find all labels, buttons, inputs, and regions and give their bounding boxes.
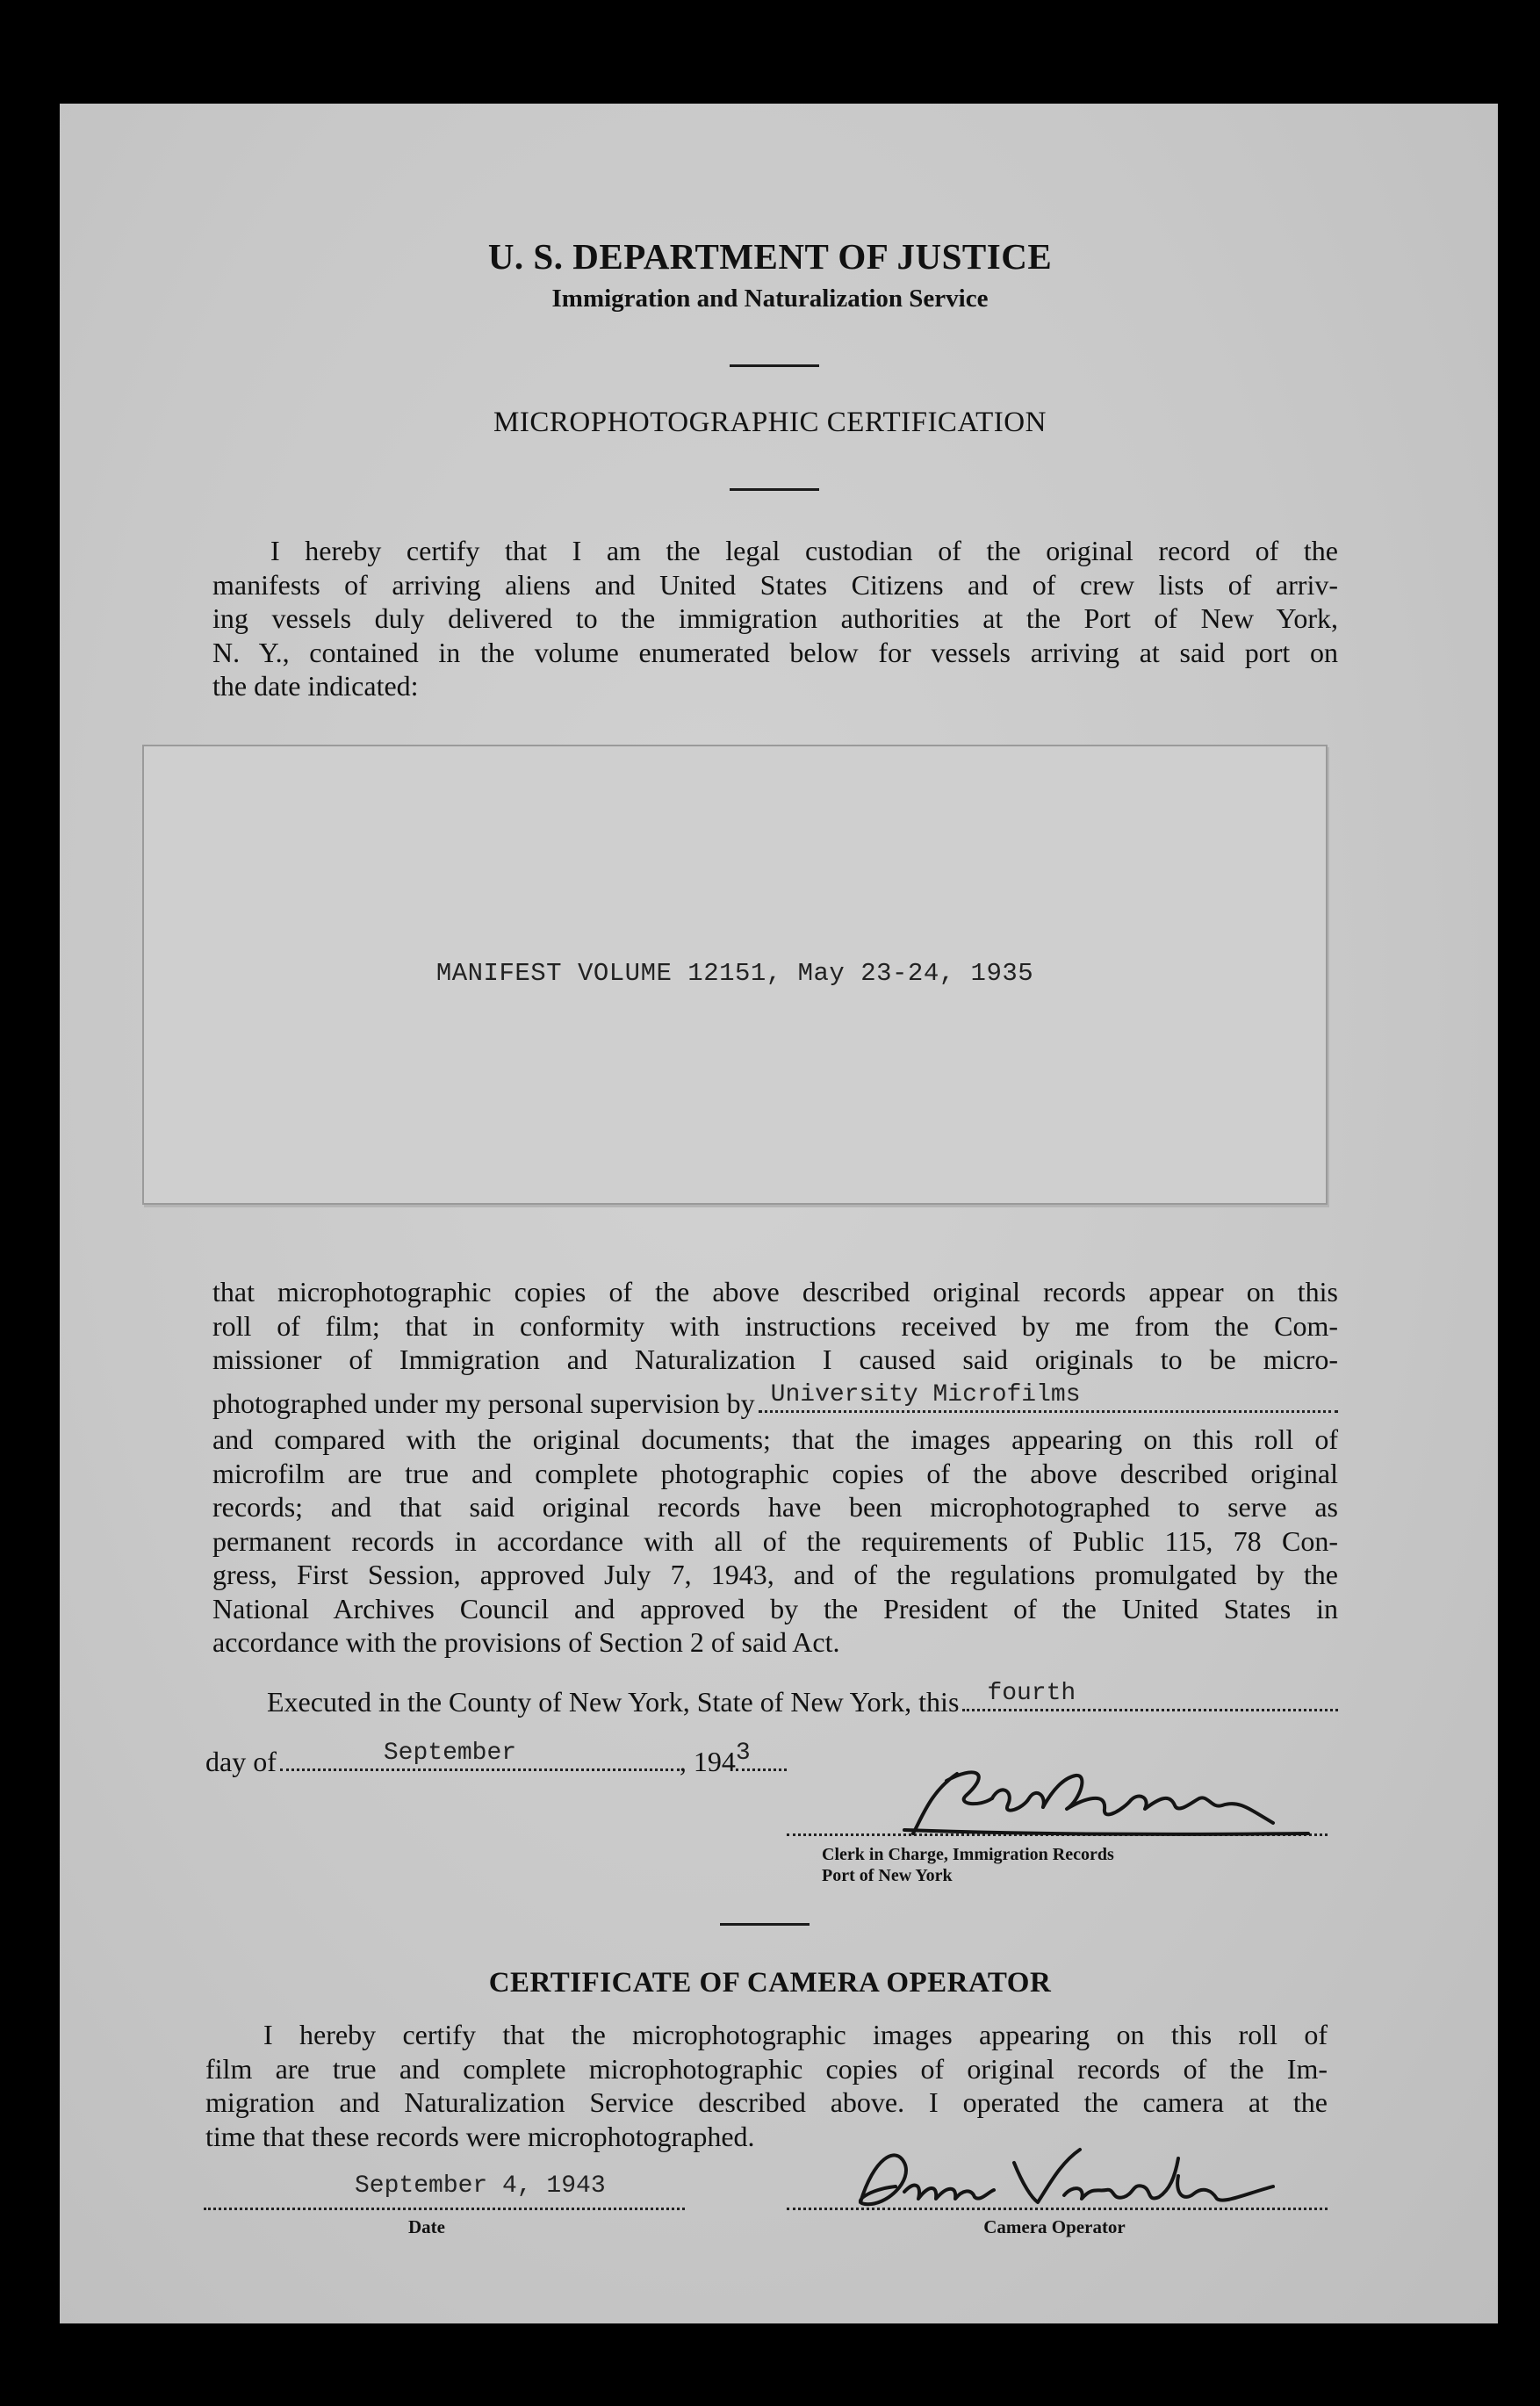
body-line: records; and that said original records have been microphotographed to serve as: [212, 1491, 1338, 1523]
executed-year-digit: 3: [735, 1740, 751, 1767]
body-line: gress, First Session, approved July 7, 1943, and of the regulations promulgated by the: [212, 1559, 1338, 1590]
manifest-volume-text: MANIFEST VOLUME 12151, May 23-24, 1935: [435, 959, 1034, 988]
operator-line: time that these records were microphotographed.: [205, 2120, 755, 2152]
body-line: that microphotographic copies of the above described original records appear on this: [212, 1276, 1338, 1307]
body-line: accordance with the provisions of Section 2 of said Act.: [212, 1626, 840, 1658]
operator-date: September 4, 1943: [355, 2172, 606, 2200]
operator-line: migration and Naturalization Service described above. I operated the camera at the: [205, 2086, 1328, 2118]
executed-day: fourth: [987, 1680, 1076, 1707]
body-line: permanent records in accordance with all of the requirements of Public 115, 78 Con-: [212, 1524, 1338, 1557]
certification-title: MICROPHOTOGRAPHIC CERTIFICATION: [493, 407, 1047, 438]
month-blank: [280, 1740, 680, 1771]
date-label: Date: [408, 2216, 445, 2237]
operator-label: Camera Operator: [983, 2216, 1126, 2237]
body-line: National Archives Council and approved by the President of the United States in: [212, 1592, 1338, 1624]
body-paragraph-2: [212, 1423, 1338, 1660]
supervision-prefix: photographed under my personal supervision by: [212, 1387, 755, 1419]
operator-signature: [834, 2141, 1291, 2220]
operator-certificate-title: CERTIFICATE OF CAMERA OPERATOR: [488, 1967, 1052, 1999]
body-line: missioner of Immigration and Naturalization I caused said originals to be micro-: [212, 1343, 1338, 1375]
divider: [730, 364, 819, 367]
intro-paragraph: [212, 534, 1338, 703]
service-subtitle: Immigration and Naturalization Service: [551, 285, 989, 313]
operator-paragraph: [205, 2018, 1328, 2153]
divider: [720, 1923, 810, 1926]
divider: [730, 488, 819, 491]
body-paragraph: [212, 1275, 1338, 1377]
intro-line: ing vessels duly delivered to the immigration authorities at the Port of New York,: [212, 602, 1338, 634]
day-of-line: [205, 1740, 802, 1778]
operator-line: film are true and complete microphotographic copies of original records of the Im-: [205, 2052, 1328, 2085]
year-blank: [735, 1740, 787, 1771]
year-prefix: , 194: [679, 1746, 736, 1777]
intro-line: I hereby certify that I am the legal custodian of the original record of the: [270, 535, 1338, 566]
executed-prefix: Executed in the County of New York, State of New York, this: [267, 1686, 960, 1718]
day-of-label: day of: [205, 1746, 277, 1777]
executed-month: September: [383, 1740, 517, 1767]
supervision-blank: [759, 1381, 1338, 1413]
supervision-filled: University Microfilms: [770, 1381, 1081, 1408]
clerk-title-line-1: Clerk in Charge, Immigration Records: [822, 1845, 1114, 1864]
body-line: microfilm are true and complete photographic copies of the above described original: [212, 1457, 1338, 1489]
clerk-title-line-2: Port of New York: [822, 1866, 953, 1885]
executed-line: [267, 1680, 1338, 1718]
clerk-title: [822, 1844, 1261, 1886]
agency-title: U. S. DEPARTMENT OF JUSTICE: [487, 236, 1053, 277]
executed-day-blank: [962, 1680, 1338, 1711]
operator-line: I hereby certify that the microphotographic images appearing on this roll of: [263, 2019, 1328, 2050]
supervision-line: [212, 1381, 1338, 1420]
intro-line: manifests of arriving aliens and United States Citizens and of crew lists of arriv-: [212, 568, 1338, 601]
intro-line: the date indicated:: [212, 670, 419, 702]
date-line: [204, 2208, 685, 2210]
body-line: and compared with the original documents; that the images appearing on this roll of: [212, 1423, 1338, 1455]
body-line: roll of film; that in conformity with instructions received by me from the Com-: [212, 1309, 1338, 1342]
clerk-signature: [896, 1756, 1335, 1844]
intro-line: N. Y., contained in the volume enumerated below for vessels arriving at said port on: [212, 636, 1338, 668]
volume-box: [142, 745, 1328, 1205]
